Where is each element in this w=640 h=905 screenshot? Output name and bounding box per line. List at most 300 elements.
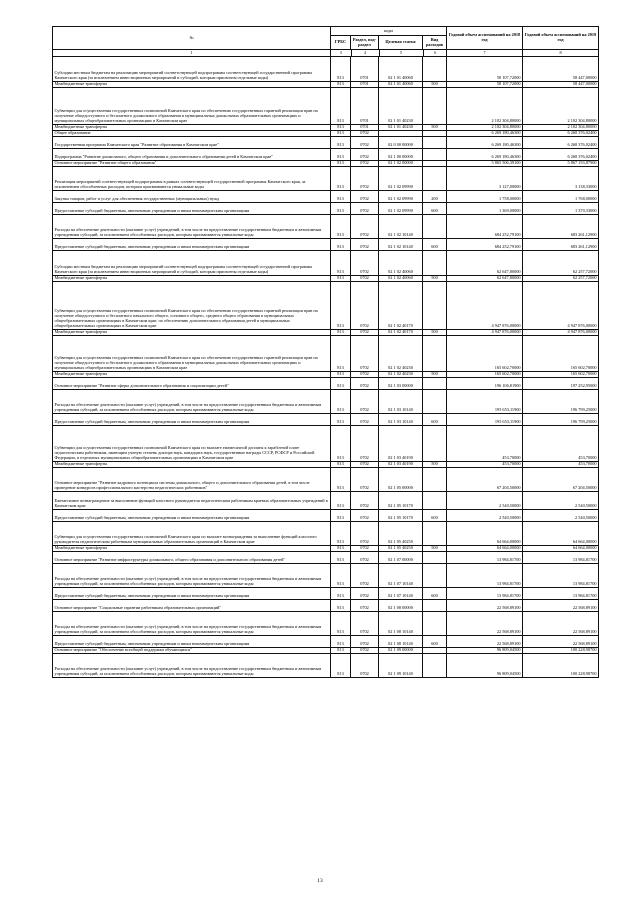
- row-amount-2019: 196 799,25000: [523, 414, 599, 426]
- row-amount-2019: 165 602,70000: [523, 336, 599, 372]
- row-name: Предоставление субсидий бюджетным, автономным учреждениям и иным некоммерческим организациям: [53, 636, 331, 648]
- row-grbs: 813: [331, 648, 351, 654]
- row-amount-2018: 96 809,04500: [447, 654, 523, 678]
- row-amount-2018: 453,70000: [447, 462, 523, 468]
- row-amount-2018: 684 252,79100: [447, 239, 523, 251]
- row-grbs: 813: [331, 390, 351, 414]
- row-amount-2018: 1 758,00000: [447, 191, 523, 203]
- row-amount-2018: 6 269 180,46300: [447, 137, 523, 149]
- row-razdel: 0702: [351, 492, 379, 510]
- row-expense-type: [423, 426, 447, 462]
- table-row: [53, 426, 599, 462]
- row-grbs: 813: [331, 468, 351, 492]
- row-expense-type: [423, 336, 447, 372]
- row-amount-2019: 64 664,00000: [523, 546, 599, 552]
- row-razdel: 0702: [351, 654, 379, 678]
- table-row: [53, 88, 599, 125]
- table-row: [53, 57, 599, 82]
- row-target-article: 02 1 01 40060: [379, 57, 423, 82]
- row-razdel: 0701: [351, 125, 379, 131]
- row-target-article: 02 1 05 10170: [379, 510, 423, 522]
- row-amount-2018: 165 602,70000: [447, 372, 523, 378]
- row-expense-type: 600: [423, 203, 447, 215]
- row-expense-type: [423, 564, 447, 588]
- table-row: [53, 636, 599, 648]
- header-year-2018: Годовой объем ассигнований на 2018 год: [447, 27, 523, 50]
- row-amount-2018: 13 984,81700: [447, 552, 523, 564]
- row-expense-type: [423, 215, 447, 239]
- row-grbs: 813: [331, 600, 351, 612]
- row-target-article: 02 1 01 40060: [379, 82, 423, 88]
- row-amount-2019: 2 540,50000: [523, 492, 599, 510]
- table-row: [53, 378, 599, 390]
- row-amount-2018: 2 540,50000: [447, 492, 523, 510]
- row-target-article: 02 1 03 40190: [379, 462, 423, 468]
- row-name: Межбюджетные трансферты: [53, 462, 331, 468]
- row-amount-2019: 683 261,12900: [523, 215, 599, 239]
- row-amount-2019: 100 228,98700: [523, 654, 599, 678]
- row-amount-2019: 165 602,70000: [523, 372, 599, 378]
- row-amount-2019: 22 568,89100: [523, 612, 599, 636]
- row-name: Субвенции для осуществления государственных полномочий Камчатского края по обеспечению государственных гарантий реализации прав на получение общедоступного и бесплатного дошкольного образования в муниципальных дошкольных образовательных организациях и муниципальных общеобразовательных организациях в Камчатском крае: [53, 88, 331, 125]
- row-name: Основное мероприятие "Развитие сферы дополнительного образования и социализации детей": [53, 378, 331, 390]
- row-amount-2019: 1 768,00000: [523, 191, 599, 203]
- table-row: [53, 282, 599, 330]
- row-razdel: 0702: [351, 137, 379, 149]
- row-name: Основное мероприятие "Социальные гарантии работникам образовательных организаций": [53, 600, 331, 612]
- row-expense-type: [423, 468, 447, 492]
- row-amount-2019: 453,70000: [523, 426, 599, 462]
- row-target-article: 02 1 02 40170: [379, 330, 423, 336]
- row-expense-type: [423, 149, 447, 161]
- row-amount-2019: 3 138,33000: [523, 167, 599, 191]
- row-razdel: 0702: [351, 372, 379, 378]
- row-grbs: 813: [331, 57, 351, 82]
- row-amount-2018: 2 102 304,80000: [447, 125, 523, 131]
- column-number: 8: [523, 50, 599, 57]
- row-name: Предоставление субсидий бюджетным, автономным учреждениям и иным некоммерческим организациям: [53, 203, 331, 215]
- row-target-article: 02 1 02 09990: [379, 167, 423, 191]
- table-row: [53, 251, 599, 276]
- row-grbs: 813: [331, 191, 351, 203]
- row-target-article: 02 1 02 00000: [379, 161, 423, 167]
- row-amount-2018: 195 653,11900: [447, 390, 523, 414]
- row-grbs: 813: [331, 82, 351, 88]
- row-name: Межбюджетные трансферты: [53, 372, 331, 378]
- row-expense-type: [423, 282, 447, 330]
- row-grbs: 813: [331, 588, 351, 600]
- row-razdel: 0702: [351, 636, 379, 648]
- row-razdel: 0702: [351, 588, 379, 600]
- row-amount-2018: 64 664,00000: [447, 546, 523, 552]
- row-grbs: 813: [331, 462, 351, 468]
- row-razdel: 0702: [351, 282, 379, 330]
- row-target-article: 02 1 02 40060: [379, 251, 423, 276]
- column-number: 4: [351, 50, 379, 56]
- table-row: [53, 215, 599, 239]
- header-razdel: Раздел, под-раздел: [351, 36, 379, 50]
- row-grbs: 813: [331, 564, 351, 588]
- row-grbs: 813: [331, 546, 351, 552]
- row-razdel: 0701: [351, 88, 379, 125]
- row-razdel: 0702: [351, 251, 379, 276]
- row-amount-2018: 2 540,50000: [447, 510, 523, 522]
- row-amount-2018: 2 102 304,80000: [447, 88, 523, 125]
- column-number: 1: [53, 50, 331, 57]
- row-amount-2018: 684 252,79100: [447, 215, 523, 239]
- row-razdel: 0702: [351, 378, 379, 390]
- row-name: Расходы на обеспечение деятельности (оказание услуг) учреждений, в том числе на предоставление государственным бюджетным и автономным учреждениям субсидий, за исключением обособленных расходов, которым присваиваются уникальные коды: [53, 390, 331, 414]
- table-row: [53, 564, 599, 588]
- table-row: [53, 600, 599, 612]
- row-amount-2018: 58 107,72000: [447, 57, 523, 82]
- row-amount-2019: 683 261,12900: [523, 239, 599, 251]
- column-number: 3: [331, 50, 351, 56]
- row-target-article: 02 1 03 10140: [379, 414, 423, 426]
- row-razdel: 0702: [351, 167, 379, 191]
- row-grbs: 813: [331, 612, 351, 636]
- row-expense-type: 600: [423, 239, 447, 251]
- row-amount-2019: 58 447,00000: [523, 82, 599, 88]
- row-amount-2019: 6 268 376,02400: [523, 131, 599, 137]
- table-row: [53, 414, 599, 426]
- table-row: [53, 137, 599, 149]
- row-target-article: 02 1 05 00000: [379, 468, 423, 492]
- row-amount-2018: 5 865 506,39100: [447, 161, 523, 167]
- row-amount-2019: 1 370,33000: [523, 203, 599, 215]
- row-razdel: 0702: [351, 414, 379, 426]
- row-target-article: 02 1 02 09990: [379, 191, 423, 203]
- row-name: Субвенции для осуществления государственных полномочий Камчатского края по обеспечению государственных гарантий реализации прав на получение общедоступного и бесплатного дошкольного образования в муниципальных дошкольных образовательных организациях и муниципальных общеобразовательных организациях в Камчатском крае: [53, 336, 331, 372]
- row-amount-2019: 196 799,25000: [523, 390, 599, 414]
- page-number: 13: [317, 878, 323, 884]
- row-target-article: 02 1 05 10170: [379, 492, 423, 510]
- row-name: Субсидии местным бюджетам на реализацию мероприятий соответствующей подпрограммы соответствующей государственной программы Камчатского края (за исключением инвестиционных мероприятий и субсидий, которым присвоены отдельные коды): [53, 251, 331, 276]
- row-expense-type: 600: [423, 510, 447, 522]
- header-year-2019: Годовой объем ассигнований на 2019 год: [523, 27, 599, 50]
- row-razdel: 0702: [351, 522, 379, 546]
- row-grbs: 813: [331, 336, 351, 372]
- row-razdel: 0702: [351, 510, 379, 522]
- row-name: Межбюджетные трансферты: [53, 82, 331, 88]
- row-name: Межбюджетные трансферты: [53, 546, 331, 552]
- row-expense-type: [423, 390, 447, 414]
- row-target-article: 02 1 02 10140: [379, 215, 423, 239]
- row-grbs: 813: [331, 522, 351, 546]
- row-amount-2019: 100 228,98700: [523, 648, 599, 654]
- table-row: [53, 522, 599, 546]
- row-amount-2018: 58 107,72000: [447, 82, 523, 88]
- table-row: [53, 336, 599, 372]
- row-expense-type: 200: [423, 191, 447, 203]
- row-amount-2018: 22 568,89100: [447, 600, 523, 612]
- row-grbs: 813: [331, 330, 351, 336]
- row-target-article: 02 1 01 40230: [379, 125, 423, 131]
- row-grbs: 813: [331, 239, 351, 251]
- row-grbs: 813: [331, 251, 351, 276]
- row-expense-type: 500: [423, 276, 447, 282]
- row-name: Предоставление субсидий бюджетным, автономным учреждениям и иным некоммерческим организациям: [53, 510, 331, 522]
- table-row: [53, 203, 599, 215]
- column-number: 6: [434, 50, 437, 56]
- row-amount-2019: 22 568,89100: [523, 636, 599, 648]
- row-expense-type: [423, 552, 447, 564]
- header-vid: Вид расходов: [423, 36, 447, 50]
- table-row: [53, 552, 599, 564]
- row-grbs: 813: [331, 510, 351, 522]
- row-amount-2019: 22 568,89100: [523, 600, 599, 612]
- row-razdel: 0701: [351, 57, 379, 82]
- row-name: Основное мероприятие "Развитие общего образования": [53, 161, 331, 167]
- row-grbs: 813: [331, 149, 351, 161]
- row-target-article: 02 1 01 40230: [379, 88, 423, 125]
- table-row: [53, 654, 599, 678]
- table-row: [53, 468, 599, 492]
- row-expense-type: 600: [423, 588, 447, 600]
- row-amount-2018: 96 809,04500: [447, 648, 523, 654]
- header-grbs: ГРБС: [331, 36, 351, 50]
- row-amount-2018: 6 269 180,46300: [447, 131, 523, 137]
- row-name: Субвенции для осуществления государственных полномочий Камчатского края по выплате ежемесячной доплаты к заработной плате педагогическим работникам, имеющим ученую степень доктора наук, кандидата наук, государственные награды СССР, РСФСР и Российской Федерации, в отдельных муниципальных общеобразовательных организациях в Камчатском крае: [53, 426, 331, 462]
- row-name: Подпрограмма "Развитие дошкольного, общего образования и дополнительного образования детей в Камчатском крае": [53, 149, 331, 161]
- column-number-group: [331, 50, 447, 57]
- row-name: Межбюджетные трансферты: [53, 125, 331, 131]
- row-target-article: 02 1 08 10140: [379, 636, 423, 648]
- row-grbs: 813: [331, 378, 351, 390]
- row-grbs: 813: [331, 552, 351, 564]
- row-razdel: 0702: [351, 462, 379, 468]
- row-name: Реализация мероприятий соответствующей подпрограммы в рамках соответствующей государственной программы Камчатского края, за исключением обособленных расходов, которым присваиваются уникальные коды: [53, 167, 331, 191]
- row-name: Основное мероприятие "Обеспечение всеобщей поддержки обучающихся": [53, 648, 331, 654]
- row-grbs: 813: [331, 203, 351, 215]
- row-amount-2019: 67 204,50000: [523, 468, 599, 492]
- row-razdel: 0702: [351, 648, 379, 654]
- row-amount-2018: 62 647,80000: [447, 251, 523, 276]
- row-target-article: 02 1 08 10140: [379, 612, 423, 636]
- row-name: Закупка товаров, работ и услуг для обеспечения государственных (муниципальных) нужд: [53, 191, 331, 203]
- row-amount-2018: 64 664,00000: [447, 522, 523, 546]
- row-name: Расходы на обеспечение деятельности (оказание услуг) учреждений, в том числе на предоставление государственным бюджетным и автономным учреждениям субсидий, за исключением обособленных расходов, которым присваиваются уникальные коды: [53, 215, 331, 239]
- row-amount-2019: 2 102 304,80000: [523, 88, 599, 125]
- row-amount-2019: 2 102 304,80000: [523, 125, 599, 131]
- row-razdel: 0701: [351, 82, 379, 88]
- row-target-article: 02 1 05 40250: [379, 522, 423, 546]
- row-grbs: 813: [331, 636, 351, 648]
- row-target-article: 02 1 02 40230: [379, 336, 423, 372]
- row-grbs: 813: [331, 654, 351, 678]
- row-target-article: 02 1 07 00000: [379, 552, 423, 564]
- row-razdel: 0702: [351, 131, 379, 137]
- row-name: Расходы на обеспечение деятельности (оказание услуг) учреждений, в том числе на предоставление государственным бюджетным и автономным учреждениям субсидий, за исключением обособленных расходов, которым присваиваются уникальные коды: [53, 612, 331, 636]
- row-expense-type: 500: [423, 372, 447, 378]
- row-name: Межбюджетные трансферты: [53, 276, 331, 282]
- row-amount-2019: 4 947 876,00000: [523, 282, 599, 330]
- row-name: Предоставление субсидий бюджетным, автономным учреждениям и иным некоммерческим организациям: [53, 588, 331, 600]
- row-grbs: 813: [331, 426, 351, 462]
- row-target-article: 02 1 02 10140: [379, 239, 423, 251]
- row-target-article: 02 1 03 40190: [379, 426, 423, 462]
- row-amount-2019: 2 540,50000: [523, 510, 599, 522]
- row-amount-2018: 22 568,89100: [447, 636, 523, 648]
- row-target-article: 02 1 07 10140: [379, 588, 423, 600]
- table-row: [53, 191, 599, 203]
- row-target-article: 02 1 00 00000: [379, 149, 423, 161]
- row-grbs: 813: [331, 88, 351, 125]
- row-expense-type: [423, 57, 447, 82]
- row-target-article: 02 1 05 40250: [379, 546, 423, 552]
- row-amount-2019: 197 252,95000: [523, 378, 599, 390]
- row-name: Государственная программа Камчатского края "Развитие образования в Камчатском крае": [53, 137, 331, 149]
- row-razdel: 0702: [351, 191, 379, 203]
- table-row: [53, 510, 599, 522]
- row-razdel: 0702: [351, 336, 379, 372]
- row-amount-2018: 453,70000: [447, 426, 523, 462]
- row-expense-type: [423, 522, 447, 546]
- row-target-article: 02 1 03 10140: [379, 390, 423, 414]
- row-expense-type: 500: [423, 125, 447, 131]
- row-amount-2018: 62 647,80000: [447, 276, 523, 282]
- row-expense-type: [423, 612, 447, 636]
- row-name: Субвенции для осуществления государственных полномочий Камчатского края по выплате вознаграждения за выполнение функций классного руководителя педагогическим работникам муниципальных образовательных организаций в Камчатском крае: [53, 522, 331, 546]
- row-expense-type: 500: [423, 462, 447, 468]
- row-amount-2019: 5 867 153,87900: [523, 161, 599, 167]
- table-row: [53, 149, 599, 161]
- table-row: [53, 239, 599, 251]
- row-amount-2018: 1 369,00000: [447, 203, 523, 215]
- row-amount-2018: 4 947 876,00000: [447, 330, 523, 336]
- column-number-row: [53, 50, 599, 57]
- row-razdel: 0702: [351, 600, 379, 612]
- row-name: Субсидии местным бюджетам на реализацию мероприятий соответствующей подпрограммы соответствующей государственной программы Камчатского края (за исключением инвестиционных мероприятий и субсидий, которым присвоены отдельные коды): [53, 57, 331, 82]
- row-target-article: 02 1 02 40230: [379, 372, 423, 378]
- row-grbs: 813: [331, 131, 351, 137]
- row-expense-type: [423, 137, 447, 149]
- row-expense-type: 600: [423, 636, 447, 648]
- row-expense-type: 500: [423, 546, 447, 552]
- row-amount-2018: 4 947 876,00000: [447, 282, 523, 330]
- row-expense-type: [423, 88, 447, 125]
- row-name: Межбюджетные трансферты: [53, 330, 331, 336]
- row-amount-2019: 62 257,72000: [523, 251, 599, 276]
- row-razdel: 0702: [351, 215, 379, 239]
- row-amount-2018: 165 602,70000: [447, 336, 523, 372]
- row-grbs: 813: [331, 372, 351, 378]
- row-name: Основное мероприятие "Развитие инфраструктуры дошкольного, общего образования и дополнительного образования детей": [53, 552, 331, 564]
- row-amount-2019: 4 947 876,00000: [523, 330, 599, 336]
- document-page: [52, 26, 598, 678]
- row-expense-type: [423, 600, 447, 612]
- row-amount-2019: 58 447,00000: [523, 57, 599, 82]
- row-razdel: 0702: [351, 161, 379, 167]
- row-grbs: 813: [331, 414, 351, 426]
- budget-table: [52, 26, 599, 678]
- row-grbs: 813: [331, 137, 351, 149]
- table-row: [53, 612, 599, 636]
- row-amount-2018: 13 984,81700: [447, 564, 523, 588]
- row-razdel: 0702: [351, 149, 379, 161]
- column-number: 7: [447, 50, 523, 57]
- row-amount-2019: 6 268 376,02400: [523, 137, 599, 149]
- header-codes: коды: [331, 27, 447, 36]
- row-amount-2018: 67 204,50000: [447, 468, 523, 492]
- row-razdel: 0702: [351, 546, 379, 552]
- row-name: Расходы на обеспечение деятельности (оказание услуг) учреждений, в том числе на предоставление государственным бюджетным и автономным учреждениям субсидий, за исключением обособленных расходов, которым присваиваются уникальные коды: [53, 564, 331, 588]
- row-name: Расходы на обеспечение деятельности (оказание услуг) учреждений, в том числе на предоставление государственным бюджетным и автономным учреждениям субсидий, за исключением обособленных расходов, которым присваиваются уникальные коды: [53, 654, 331, 678]
- row-amount-2018: 196 106,81900: [447, 378, 523, 390]
- row-amount-2019: 62 257,72000: [523, 276, 599, 282]
- row-grbs: 813: [331, 161, 351, 167]
- row-grbs: 813: [331, 125, 351, 131]
- table-row: [53, 390, 599, 414]
- row-razdel: 0702: [351, 390, 379, 414]
- row-target-article: 02 1 02 40170: [379, 282, 423, 330]
- header-target: Целевая статья: [379, 36, 423, 50]
- row-amount-2019: 64 664,00000: [523, 522, 599, 546]
- row-target-article: 02 1 08 00000: [379, 600, 423, 612]
- row-razdel: 0702: [351, 468, 379, 492]
- row-target-article: 02 1 03 00000: [379, 378, 423, 390]
- row-target-article: 02 0 00 00000: [379, 137, 423, 149]
- row-grbs: 813: [331, 282, 351, 330]
- row-name: Предоставление субсидий бюджетным, автономным учреждениям и иным некоммерческим организациям: [53, 414, 331, 426]
- row-razdel: 0702: [351, 239, 379, 251]
- row-amount-2018: 22 568,89100: [447, 612, 523, 636]
- row-target-article: 02 1 07 10140: [379, 564, 423, 588]
- table-header-row-1: [53, 27, 599, 36]
- row-amount-2019: 13 984,81700: [523, 564, 599, 588]
- row-expense-type: [423, 378, 447, 390]
- row-razdel: 0702: [351, 203, 379, 215]
- table-row: [53, 167, 599, 191]
- row-amount-2019: 453,70000: [523, 462, 599, 468]
- row-target-article: 02 1 02 09990: [379, 203, 423, 215]
- row-amount-2018: 13 984,81700: [447, 588, 523, 600]
- row-name: Общее образование: [53, 131, 331, 137]
- row-expense-type: [423, 654, 447, 678]
- row-razdel: 0702: [351, 330, 379, 336]
- row-razdel: 0702: [351, 426, 379, 462]
- row-expense-type: [423, 251, 447, 276]
- row-name: Предоставление субсидий бюджетным, автономным учреждениям и иным некоммерческим организациям: [53, 239, 331, 251]
- row-amount-2019: 13 984,81700: [523, 552, 599, 564]
- row-amount-2019: 6 268 376,02400: [523, 149, 599, 161]
- row-name: Ежемесячное вознаграждение за выполнение функций классного руководителя педагогическим работникам краевых образовательных учреждений в Камчатском крае: [53, 492, 331, 510]
- row-target-article: 02 1 09 00000: [379, 648, 423, 654]
- row-razdel: 0702: [351, 612, 379, 636]
- table-row: [53, 588, 599, 600]
- row-expense-type: 500: [423, 82, 447, 88]
- row-amount-2018: 195 653,11900: [447, 414, 523, 426]
- row-name: Субвенции для осуществления государственных полномочий Камчатского края по обеспечению государственных гарантий реализации прав на получение общедоступного и бесплатного начального общего, основного общего, среднего общего образования в муниципальных общеобразовательных организациях в Камчатском крае, по обеспечению дополнительного образования детей в муниципальных общеобразовательных организациях в Камчатском крае: [53, 282, 331, 330]
- row-target-article: 02 1 02 40060: [379, 276, 423, 282]
- column-number: 5: [379, 50, 423, 56]
- row-amount-2018: 6 269 180,46300: [447, 149, 523, 161]
- table-row: [53, 492, 599, 510]
- row-expense-type: 600: [423, 414, 447, 426]
- row-grbs: 813: [331, 167, 351, 191]
- row-grbs: 813: [331, 492, 351, 510]
- row-amount-2018: 3 127,00000: [447, 167, 523, 191]
- row-expense-type: [423, 492, 447, 510]
- row-razdel: 0702: [351, 276, 379, 282]
- row-razdel: 0702: [351, 552, 379, 564]
- row-expense-type: 500: [423, 330, 447, 336]
- row-target-article: 02 1 09 10140: [379, 654, 423, 678]
- row-amount-2019: 13 984,81700: [523, 588, 599, 600]
- row-name: Основное мероприятие "Развитие кадрового потенциала системы дошкольного, общего и дополнительного образования детей, в том числе проведение конкурсов профессионального мастерства педагогических работников": [53, 468, 331, 492]
- row-razdel: 0702: [351, 564, 379, 588]
- header-number: №: [53, 27, 331, 50]
